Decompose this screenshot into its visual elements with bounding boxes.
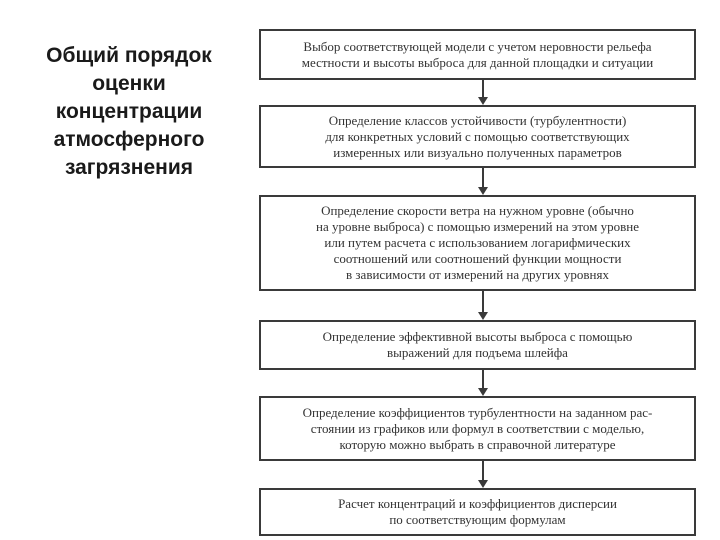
- step-text-line: или путем расчета с использованием логарифмических: [324, 235, 631, 250]
- flow-arrow-1: [478, 80, 488, 105]
- flow-step-effective-height: [259, 320, 696, 370]
- step-text-line: измеренных или визуально полученных параметров: [333, 144, 622, 160]
- step-text-line: соотношений или соотношений функции мощности: [333, 251, 622, 266]
- step-text-line: Расчет концентраций и коэффициентов дисперсии: [338, 496, 617, 511]
- flow-arrow-3: [478, 291, 488, 320]
- step-text-line: на уровне выброса) с помощью измерений на этом уровне: [316, 219, 639, 234]
- step-text-line: в зависимости от измерений на других уровнях: [346, 267, 609, 282]
- title-line: атмосферного: [53, 128, 205, 151]
- flow-step-stability-classes: [259, 105, 696, 168]
- flow-step-model-selection: [259, 29, 696, 80]
- step-text-line: выражений для подъема шлейфа: [387, 345, 568, 360]
- step-text-line: Определение коэффициентов турбулентности на заданном рас-: [302, 404, 653, 420]
- step-text-line: Выбор соответствующей модели с учетом неровности рельефа: [303, 38, 652, 54]
- step-text-line: которую можно выбрать в справочной литературе: [339, 436, 616, 452]
- flow-step-turbulence-coefficients: [259, 396, 696, 461]
- step-text-line: Определение эффективной высоты выброса с помощью: [322, 329, 633, 344]
- flow-step-wind-speed: [259, 195, 696, 291]
- flow-arrow-5: [478, 461, 488, 488]
- title-line: оценки: [92, 72, 166, 95]
- flow-step-concentration-calculation: [259, 488, 696, 536]
- title-line: концентрации: [55, 100, 203, 123]
- step-text-line: местности и высоты выброса для данной площадки и ситуации: [301, 54, 654, 70]
- title-line: Общий порядок: [46, 44, 212, 67]
- step-text-line: Определение классов устойчивости (турбулентности): [328, 112, 627, 128]
- flow-arrow-2: [478, 168, 488, 195]
- step-text-line: для конкретных условий с помощью соответствующих: [325, 128, 630, 144]
- step-text-line: по соответствующим формулам: [389, 512, 566, 527]
- title-line: загрязнения: [64, 156, 194, 179]
- step-text-line: стоянии из графиков или формул в соответствии с моделью,: [310, 420, 645, 436]
- flow-arrow-4: [478, 370, 488, 396]
- step-text-line: Определение скорости ветра на нужном уровне (обычно: [321, 203, 634, 218]
